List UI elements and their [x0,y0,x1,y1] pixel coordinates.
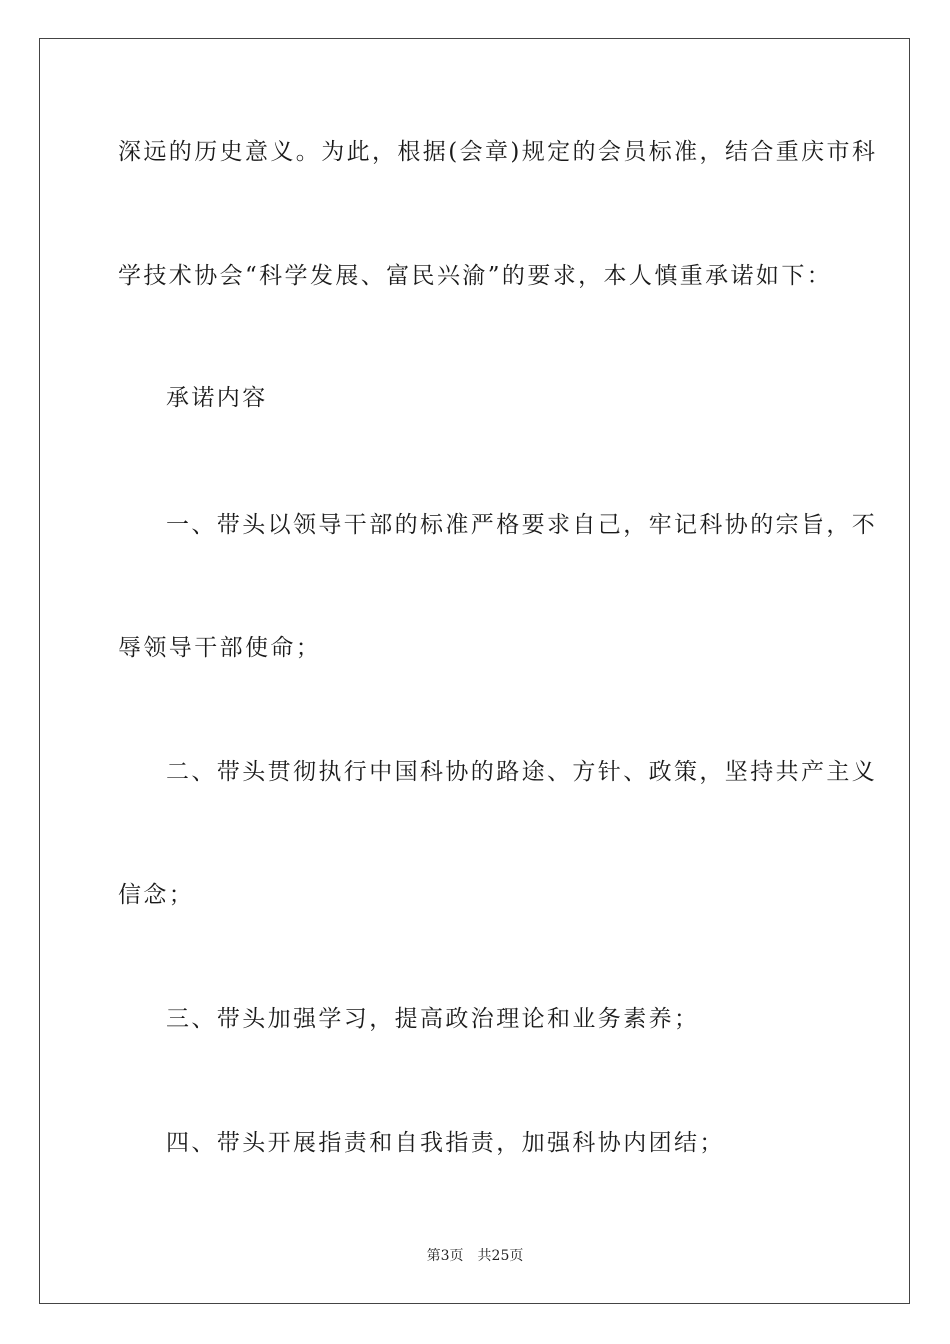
body-text-line: 三、带头加强学习，提高政治理论和业务素养； [166,1006,700,1032]
body-text-line: 四、带头开展指责和自我指责，加强科协内团结； [166,1130,725,1156]
body-text-line: 辱领导干部使命； [118,635,322,661]
body-text-line: 信念； [118,882,195,908]
body-text-line: 一、带头以领导干部的标准严格要求自己，牢记科协的宗旨，不 [166,512,878,538]
body-text-line: 二、带头贯彻执行中国科协的路途、方针、政策，坚持共产主义 [166,759,878,785]
page-number-footer: 第3页 共25页 [426,1248,524,1264]
page-border [39,38,910,1304]
body-text-line: 深远的历史意义。为此，根据(会章)规定的会员标准，结合重庆市科 [118,139,878,165]
section-heading: 承诺内容 [166,385,268,411]
body-text-line: 学技术协会“科学发展、富民兴渝”的要求，本人慎重承诺如下： [118,263,833,289]
